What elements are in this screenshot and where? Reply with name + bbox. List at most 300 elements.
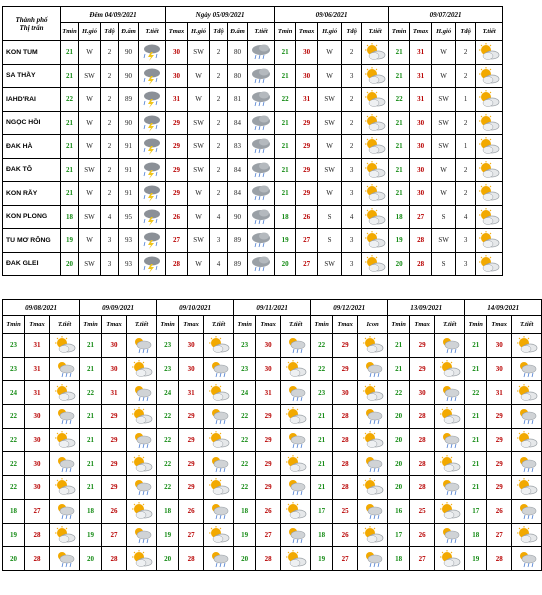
col-header-tmin: Tmin — [234, 316, 256, 334]
weather-icon-cell — [435, 334, 465, 358]
tmin-value: 23 — [3, 334, 25, 358]
sun-cloud-icon — [477, 255, 501, 273]
tmax-value: 29 — [256, 428, 281, 452]
day-header: 09/07/2021 — [389, 7, 503, 23]
table-row — [3, 381, 542, 405]
weather-icon-cell — [358, 499, 388, 523]
cloud-rain-icon — [205, 550, 232, 568]
cell-value: W — [318, 135, 342, 159]
forecast-table-top — [2, 6, 503, 276]
weather-icon-cell — [476, 64, 503, 88]
cell-value: SW — [318, 252, 342, 276]
tmin-value: 21 — [311, 405, 333, 429]
tmax-value: 28 — [102, 547, 127, 571]
cell-value: 30 — [410, 111, 432, 135]
weather-icon-cell — [127, 357, 157, 381]
cloud-rain-icon — [436, 336, 463, 354]
cell-value: 21 — [389, 64, 410, 88]
city-name: ĐAK TÔ — [3, 158, 61, 182]
weather-icon-cell — [248, 205, 275, 229]
weather-icon-cell — [248, 88, 275, 112]
sun-cloud-icon — [282, 455, 309, 473]
tmin-value: 21 — [465, 357, 487, 381]
weather-icon-cell — [435, 547, 465, 571]
col-header-tmin: Tmin — [389, 23, 410, 41]
tmax-value: 27 — [333, 547, 358, 571]
tmin-value: 19 — [80, 523, 102, 547]
tmax-value: 29 — [333, 334, 358, 358]
day-header: 13/09/2021 — [388, 300, 465, 316]
tmax-value: 30 — [102, 357, 127, 381]
sun-cloud-icon — [359, 336, 386, 354]
cell-value: 89 — [228, 252, 248, 276]
cell-value: 2 — [210, 111, 228, 135]
cell-value: 30 — [166, 64, 188, 88]
cell-value: SW — [79, 64, 101, 88]
table-row — [3, 229, 503, 253]
cell-value: 21 — [275, 111, 296, 135]
cell-value: 29 — [296, 182, 318, 206]
weather-icon-cell — [362, 158, 389, 182]
city-header-line2: Thị trấn — [19, 23, 44, 32]
tmax-value: 29 — [256, 452, 281, 476]
col-header-tmax: Tmax — [410, 23, 432, 41]
weather-icon-cell — [50, 476, 80, 500]
cell-value: 2 — [210, 88, 228, 112]
col-header-m: Đ.ẩm — [228, 23, 248, 41]
tmin-value: 22 — [388, 381, 410, 405]
col-header-hgi: H.gió — [432, 23, 456, 41]
tmax-value: 27 — [179, 523, 204, 547]
cell-value: 90 — [119, 41, 139, 65]
tmin-value: 21 — [80, 476, 102, 500]
tmax-value: 25 — [333, 499, 358, 523]
cloud-rain-icon — [51, 550, 78, 568]
weather-icon-cell — [512, 476, 542, 500]
sun-cloud-icon — [436, 455, 463, 473]
tmin-value: 20 — [3, 547, 25, 571]
cell-value: W — [432, 41, 456, 65]
cloud-rain-icon — [128, 336, 155, 354]
tmin-value: 22 — [234, 452, 256, 476]
tmin-value: 22 — [234, 428, 256, 452]
weather-icon-cell — [248, 229, 275, 253]
cell-value: W — [318, 41, 342, 65]
sun-cloud-icon — [477, 137, 501, 155]
sun-cloud-icon — [128, 550, 155, 568]
cell-value: 93 — [119, 252, 139, 276]
tmax-value: 29 — [179, 452, 204, 476]
tmax-value: 30 — [179, 334, 204, 358]
weather-icon-cell — [281, 381, 311, 405]
cell-value: W — [79, 182, 101, 206]
tmin-value: 22 — [234, 405, 256, 429]
sun-cloud-icon — [513, 336, 540, 354]
cell-value: 29 — [166, 135, 188, 159]
cloud-rain-icon — [205, 502, 232, 520]
cell-value: SW — [432, 111, 456, 135]
tmin-value: 20 — [80, 547, 102, 571]
tmin-value: 21 — [80, 405, 102, 429]
city-name: KON PLONG — [3, 205, 61, 229]
sun-cloud-icon — [282, 550, 309, 568]
sun-cloud-icon — [51, 336, 78, 354]
tmin-value: 21 — [465, 428, 487, 452]
col-header-hgi: H.gió — [318, 23, 342, 41]
cell-value: 3 — [342, 158, 362, 182]
cell-value: 19 — [389, 229, 410, 253]
cell-value: 2 — [101, 158, 119, 182]
weather-icon-cell — [435, 452, 465, 476]
weather-icon-cell — [362, 135, 389, 159]
cell-value: 2 — [101, 182, 119, 206]
cell-value: SW — [318, 158, 342, 182]
cell-value: 4 — [101, 205, 119, 229]
tmin-value: 22 — [157, 428, 179, 452]
tmin-value: 22 — [157, 405, 179, 429]
day-header: 09/09/2021 — [80, 300, 157, 316]
weather-icon-cell — [476, 229, 503, 253]
day-header: 09/06/2021 — [275, 7, 389, 23]
col-header-ttit: T.tiết — [512, 316, 542, 334]
tmax-value: 27 — [102, 523, 127, 547]
cell-value: 31 — [410, 41, 432, 65]
day-header: 09/12/2021 — [311, 300, 388, 316]
cloud-rain-icon — [513, 407, 540, 425]
weather-icon-cell — [476, 88, 503, 112]
tmax-value: 29 — [333, 357, 358, 381]
tmax-value: 27 — [487, 523, 512, 547]
cell-value: 29 — [296, 158, 318, 182]
tmin-value: 21 — [388, 334, 410, 358]
cell-value: SW — [188, 135, 210, 159]
tmin-value: 21 — [311, 476, 333, 500]
weather-icon-cell — [50, 428, 80, 452]
col-header-tmax: Tmax — [256, 316, 281, 334]
sun-cloud-icon — [477, 161, 501, 179]
tmin-value: 17 — [465, 499, 487, 523]
cell-value: W — [432, 158, 456, 182]
cell-value: 3 — [456, 229, 476, 253]
cell-value: 21 — [389, 41, 410, 65]
tmax-value: 31 — [102, 381, 127, 405]
col-header-ttit: T.tiết — [127, 316, 157, 334]
cell-value: W — [188, 252, 210, 276]
cloud-rain-icon — [128, 431, 155, 449]
cloudy-rain-icon — [249, 137, 273, 155]
cloud-rain-icon — [205, 455, 232, 473]
cloud-rain-icon — [513, 502, 540, 520]
cell-value: SW — [432, 135, 456, 159]
cell-value: 91 — [119, 135, 139, 159]
cell-value: 21 — [275, 64, 296, 88]
cell-value: W — [79, 229, 101, 253]
tmin-value: 22 — [157, 476, 179, 500]
col-header-ttit: T.tiết — [435, 316, 465, 334]
cloud-rain-icon — [513, 550, 540, 568]
cell-value: 21 — [275, 41, 296, 65]
cell-value: 2 — [210, 182, 228, 206]
cell-value: W — [188, 205, 210, 229]
cell-value: 21 — [61, 182, 79, 206]
weather-icon-cell — [127, 452, 157, 476]
tmin-value: 22 — [311, 357, 333, 381]
tmin-value: 23 — [234, 334, 256, 358]
col-header-ttit: T.tiết — [248, 23, 275, 41]
table-row — [3, 111, 503, 135]
cell-value: 89 — [119, 88, 139, 112]
cell-value: 2 — [101, 135, 119, 159]
tmin-value: 22 — [465, 381, 487, 405]
weather-icon-cell — [358, 428, 388, 452]
cell-value: S — [318, 229, 342, 253]
tmax-value: 29 — [179, 476, 204, 500]
sun-cloud-icon — [363, 137, 387, 155]
cell-value: 4 — [210, 205, 228, 229]
sun-cloud-icon — [205, 384, 232, 402]
tmax-value: 26 — [256, 499, 281, 523]
tmin-value: 21 — [80, 357, 102, 381]
col-header-tmax: Tmax — [296, 23, 318, 41]
sun-cloud-icon — [128, 502, 155, 520]
cell-value: 30 — [296, 41, 318, 65]
cell-value: SW — [188, 229, 210, 253]
sun-cloud-icon — [513, 431, 540, 449]
city-name: KON RẪY — [3, 182, 61, 206]
tmin-value: 18 — [311, 523, 333, 547]
cell-value: 2 — [342, 41, 362, 65]
tmax-value: 30 — [410, 381, 435, 405]
cell-value: 4 — [210, 252, 228, 276]
tmin-value: 20 — [388, 452, 410, 476]
weather-icon-cell — [281, 334, 311, 358]
cell-value: W — [79, 111, 101, 135]
cell-value: 21 — [389, 111, 410, 135]
cell-value: 2 — [101, 111, 119, 135]
tmin-value: 24 — [3, 381, 25, 405]
cell-value: 21 — [61, 41, 79, 65]
cell-value: 80 — [228, 41, 248, 65]
col-header-tmax: Tmax — [179, 316, 204, 334]
cloud-rain-icon — [359, 550, 386, 568]
tmax-value: 29 — [179, 428, 204, 452]
weather-icon-cell — [248, 158, 275, 182]
weather-icon-cell — [248, 41, 275, 65]
cell-value: 21 — [61, 135, 79, 159]
cell-value: 27 — [296, 229, 318, 253]
tmin-value: 21 — [311, 452, 333, 476]
sun-cloud-icon — [359, 431, 386, 449]
weather-icon-cell — [435, 476, 465, 500]
weather-icon-cell — [50, 357, 80, 381]
sun-cloud-icon — [436, 502, 463, 520]
tmin-value: 21 — [465, 452, 487, 476]
cloudy-rain-icon — [249, 161, 273, 179]
tmin-value: 19 — [234, 523, 256, 547]
table-row — [3, 405, 542, 429]
sun-cloud-icon — [51, 384, 78, 402]
sun-cloud-icon — [477, 67, 501, 85]
weather-icon-cell — [358, 476, 388, 500]
tmin-value: 21 — [80, 452, 102, 476]
cell-value: 20 — [389, 252, 410, 276]
weather-icon-cell — [476, 111, 503, 135]
sun-cloud-icon — [359, 384, 386, 402]
cell-value: 3 — [456, 252, 476, 276]
city-name: KON TUM — [3, 41, 61, 65]
weather-icon-cell — [362, 88, 389, 112]
tmin-value: 19 — [465, 547, 487, 571]
col-header-ttit: T.tiết — [50, 316, 80, 334]
cloudy-rain-icon — [249, 255, 273, 273]
tmax-value: 28 — [25, 523, 50, 547]
weather-icon-cell — [50, 381, 80, 405]
cell-value: 2 — [210, 64, 228, 88]
weather-icon-cell — [281, 547, 311, 571]
cell-value: 91 — [119, 158, 139, 182]
cloud-rain-icon — [282, 431, 309, 449]
col-header-tmax: Tmax — [102, 316, 127, 334]
cell-value: 27 — [410, 205, 432, 229]
cell-value: W — [79, 135, 101, 159]
tmax-value: 30 — [333, 381, 358, 405]
tmin-value: 22 — [3, 405, 25, 429]
table-row — [3, 205, 503, 229]
cloud-rain-icon — [359, 407, 386, 425]
cloud-rain-icon — [51, 407, 78, 425]
weather-icon-cell — [512, 405, 542, 429]
cloud-rain-icon — [436, 384, 463, 402]
weather-icon-cell — [281, 428, 311, 452]
cell-value: 27 — [296, 252, 318, 276]
sun-cloud-icon — [513, 526, 540, 544]
table-row — [3, 41, 503, 65]
tmax-value: 28 — [256, 547, 281, 571]
tmin-value: 19 — [157, 523, 179, 547]
sun-cloud-icon — [363, 208, 387, 226]
weather-icon-cell — [358, 405, 388, 429]
weather-icon-cell — [204, 428, 234, 452]
weather-icon-cell — [476, 135, 503, 159]
cell-value: 27 — [166, 229, 188, 253]
cell-value: 3 — [101, 229, 119, 253]
day-header: 14/09/2021 — [465, 300, 542, 316]
cloud-rain-icon — [359, 502, 386, 520]
city-name: NGỌC HỒI — [3, 111, 61, 135]
cell-value: 19 — [275, 229, 296, 253]
tmax-value: 29 — [102, 476, 127, 500]
cell-value: 29 — [296, 111, 318, 135]
weather-icon-cell — [512, 523, 542, 547]
weather-icon-cell — [204, 381, 234, 405]
cell-value: 4 — [456, 205, 476, 229]
tmin-value: 20 — [388, 428, 410, 452]
sun-cloud-icon — [359, 478, 386, 496]
cell-value: 31 — [410, 64, 432, 88]
weather-icon-cell — [512, 499, 542, 523]
weather-icon-cell — [139, 158, 166, 182]
cell-value: 26 — [296, 205, 318, 229]
rain-thunder-icon — [140, 137, 164, 155]
cell-value: 31 — [410, 88, 432, 112]
cell-value: 3 — [101, 252, 119, 276]
sun-cloud-icon — [205, 478, 232, 496]
col-header-ttit: T.tiết — [204, 316, 234, 334]
weather-icon-cell — [476, 205, 503, 229]
cell-value: 28 — [410, 229, 432, 253]
cell-value: 3 — [342, 229, 362, 253]
cell-value: S — [432, 252, 456, 276]
weather-icon-cell — [435, 405, 465, 429]
tmin-value: 21 — [80, 334, 102, 358]
tmin-value: 20 — [234, 547, 256, 571]
weather-icon-cell — [50, 405, 80, 429]
weather-icon-cell — [362, 41, 389, 65]
weather-icon-cell — [358, 381, 388, 405]
sun-cloud-icon — [513, 478, 540, 496]
cell-value: 31 — [166, 88, 188, 112]
sun-cloud-icon — [205, 336, 232, 354]
cell-value: 2 — [342, 111, 362, 135]
rain-thunder-icon — [140, 114, 164, 132]
weather-icon-cell — [476, 41, 503, 65]
weather-icon-cell — [358, 357, 388, 381]
cell-value: SW — [318, 111, 342, 135]
cell-value: 30 — [296, 64, 318, 88]
cell-value: 2 — [210, 135, 228, 159]
cloud-rain-icon — [282, 384, 309, 402]
table-row — [3, 452, 542, 476]
tmin-value: 20 — [388, 476, 410, 500]
tmax-value: 28 — [25, 547, 50, 571]
tmin-value: 20 — [388, 405, 410, 429]
weather-icon-cell — [476, 182, 503, 206]
table-row — [3, 334, 542, 358]
cell-value: 29 — [166, 182, 188, 206]
cell-value: W — [188, 182, 210, 206]
col-header-t: Tđộ — [101, 23, 119, 41]
tmin-value: 22 — [311, 334, 333, 358]
cloud-rain-icon — [513, 360, 540, 378]
cell-value: 20 — [275, 252, 296, 276]
cell-value: 83 — [228, 135, 248, 159]
table-row — [3, 476, 542, 500]
weather-icon-cell — [139, 135, 166, 159]
weather-icon-cell — [362, 64, 389, 88]
table-row — [3, 158, 503, 182]
sun-cloud-icon — [363, 231, 387, 249]
weather-icon-cell — [281, 452, 311, 476]
cell-value: 84 — [228, 111, 248, 135]
sun-cloud-icon — [363, 184, 387, 202]
cell-value: 90 — [228, 205, 248, 229]
table-row — [3, 523, 542, 547]
col-header-t: Tđộ — [456, 23, 476, 41]
cell-value: 22 — [275, 88, 296, 112]
sun-cloud-icon — [128, 455, 155, 473]
cell-value: S — [318, 205, 342, 229]
tmax-value: 26 — [487, 499, 512, 523]
cell-value: 22 — [389, 88, 410, 112]
col-header-ttit: T.tiết — [476, 23, 503, 41]
rain-thunder-icon — [140, 67, 164, 85]
tmin-value: 20 — [157, 547, 179, 571]
weather-icon-cell — [139, 252, 166, 276]
cell-value: 2 — [456, 64, 476, 88]
tmax-value: 28 — [410, 452, 435, 476]
tmax-value: 31 — [25, 381, 50, 405]
tmax-value: 29 — [410, 334, 435, 358]
